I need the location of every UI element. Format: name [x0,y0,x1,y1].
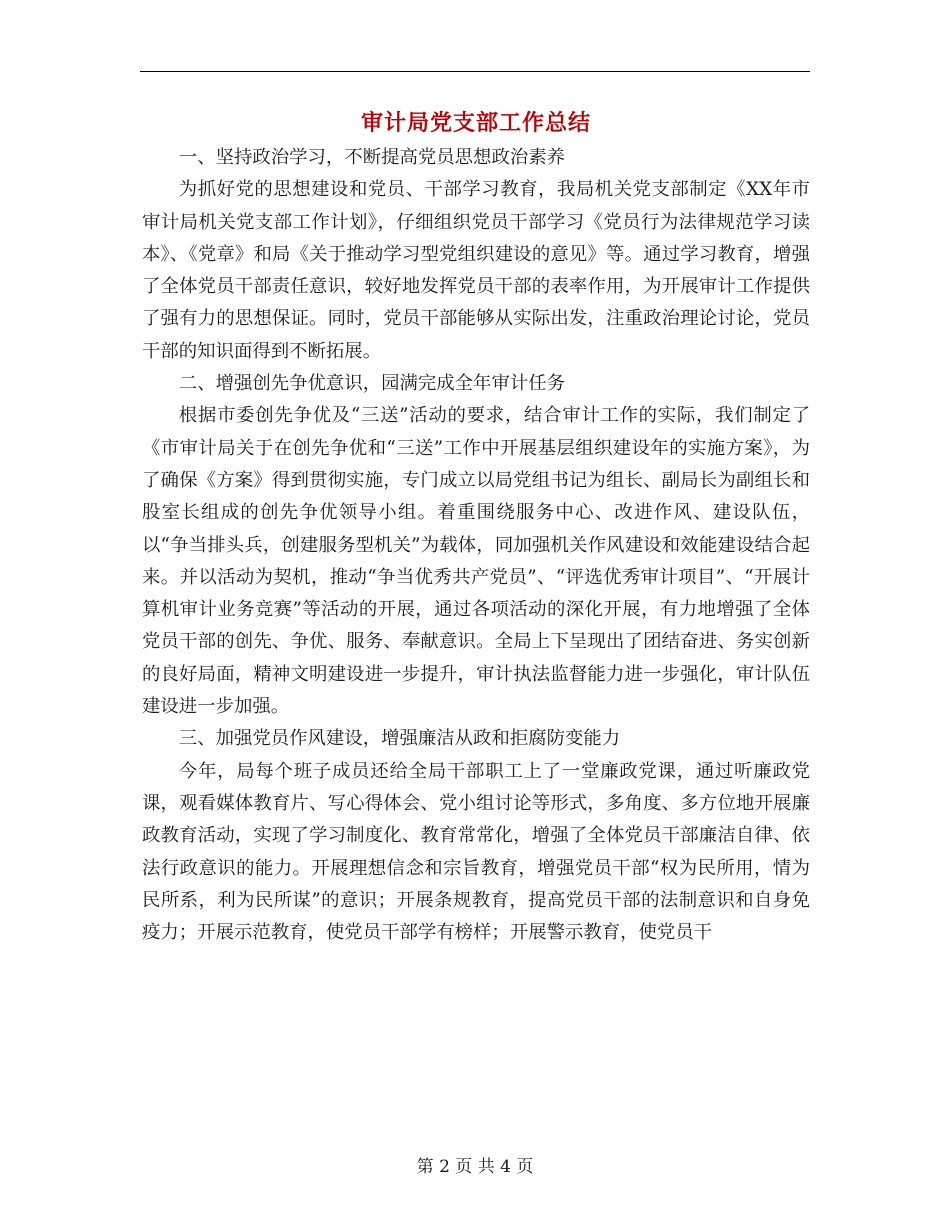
section-body-1: 为抓好党的思想建设和党员、干部学习教育，我局机关党支部制定《XX年市审计局机关党支部工作计划》，仔细组织党员干部学习《党员行为法律规范学习读本》、《党章》和局《关于推动学习型党组织建设的意见》等。通过学习教育，增强了全体党员干部责任意识，较好地发挥党员干部的表率作用，为开展审计工作提供了强有力的思想保证。同时，党员干部能够从实际出发，注重政治理论讨论，党员干部的知识面得到不断拓展。 [142,179,810,362]
header-rule [140,71,810,72]
section-heading-1: 一、坚持政治学习，不断提高党员思想政治素养 [178,147,566,168]
section-heading-3: 三、加强党员作风建设，增强廉洁从政和拒腐防变能力 [178,728,621,750]
section-body-2: 根据市委创先争优及“三送”活动的要求，结合审计工作的实际，我们制定了《市审计局关于在创先争优和“三送”工作中开展基层组织建设年的实施方案》，为了确保《方案》得到贯彻实施，专门成立以局党组书记为组长、副局长为副组长和股室长组成的创先争优领导小组。着重围绕服务中心、改进作风、建设队伍，以“争当排头兵，创建服务型机关”为载体，同加强机关作风建设和效能建设结合起来。并以活动为契机，推动“争当优秀共产党员”、“评选优秀审计项目”、“开展计算机审计业务竞赛”等活动的开展，通过各项活动的深化开展，有力地增强了全体党员干部的创先、争优、服务、奉献意识。全局上下呈现出了团结奋进、务实创新的良好局面，精神文明建设进一步提升，审计执法监督能力进一步强化，审计队伍建设进一步加强。 [142,405,810,718]
document-page [142,104,810,949]
document-title: 审计局党支部工作总结 [360,110,591,136]
page-number: 第 2 页 共 4 页 [416,1157,534,1177]
section-heading-2: 二、增强创先争优意识，园满完成全年审计任务 [178,373,566,395]
section-body-3: 今年，局每个班子成员还给全局干部职工上了一堂廉政党课，通过听廉政党课，观看媒体教育片、写心得体会、党小组讨论等形式，多角度、多方位地开展廉政教育活动，实现了学习制度化、教育常常化，增强了全体党员干部廉洁自律、依法行政意识的能力。开展理想信念和宗旨教育，增强党员干部“权为民所用，情为民所系，利为民所谋”的意识；开展条规教育，提高党员干部的法制意识和自身免疫力；开展示范教育，使党员干部学有榜样；开展警示教育，使党员干 [142,760,810,944]
